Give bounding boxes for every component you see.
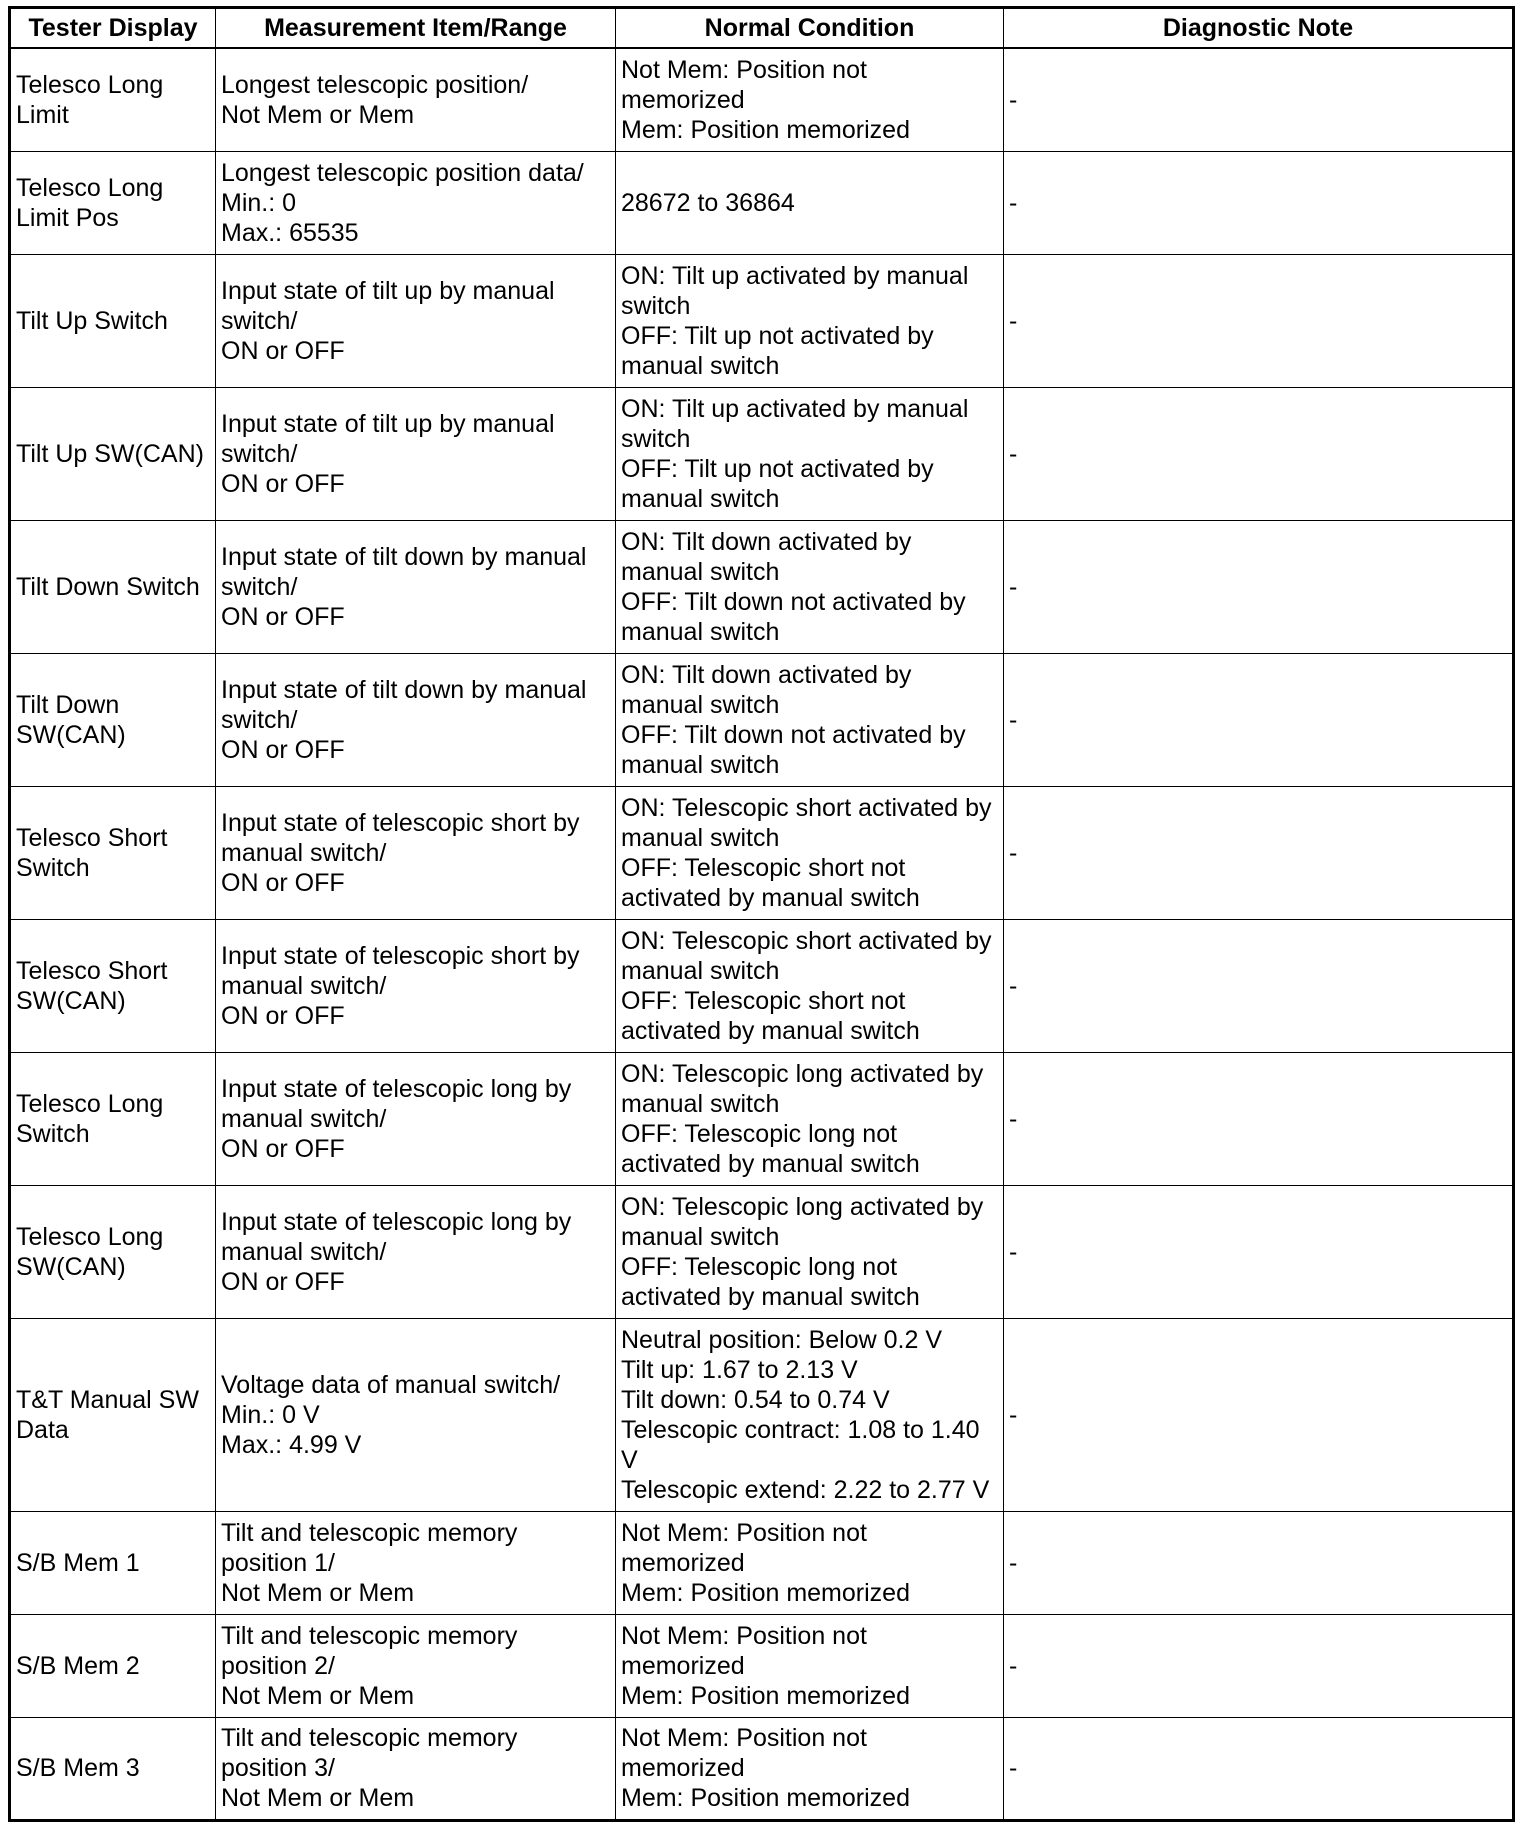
cell-normal-condition: ON: Telescopic short activated by manual switch OFF: Telescopic short not activated by manual switch xyxy=(616,786,1004,919)
table-row xyxy=(10,1052,1514,1185)
cell-normal-condition: Not Mem: Position not memorized Mem: Position memorized xyxy=(616,48,1004,151)
header-tester-display: Tester Display xyxy=(10,8,216,49)
cell-diagnostic-note: - xyxy=(1004,151,1514,254)
cell-tester-display: Telesco Long Switch xyxy=(10,1052,216,1185)
cell-diagnostic-note: - xyxy=(1004,48,1514,151)
cell-normal-condition: ON: Tilt down activated by manual switch OFF: Tilt down not activated by manual switch xyxy=(616,520,1004,653)
cell-diagnostic-note: - xyxy=(1004,653,1514,786)
table-row xyxy=(10,1717,1514,1820)
cell-diagnostic-note: - xyxy=(1004,1614,1514,1717)
cell-diagnostic-note: - xyxy=(1004,520,1514,653)
cell-diagnostic-note: - xyxy=(1004,1511,1514,1614)
cell-tester-display: Tilt Down SW(CAN) xyxy=(10,653,216,786)
table-row xyxy=(10,786,1514,919)
cell-tester-display: Tilt Up Switch xyxy=(10,254,216,387)
cell-normal-condition: Not Mem: Position not memorized Mem: Position memorized xyxy=(616,1614,1004,1717)
table-row xyxy=(10,387,1514,520)
cell-measurement: Input state of tilt up by manual switch/ ON or OFF xyxy=(216,387,616,520)
cell-measurement: Input state of tilt up by manual switch/ ON or OFF xyxy=(216,254,616,387)
cell-measurement: Input state of telescopic long by manual switch/ ON or OFF xyxy=(216,1185,616,1318)
cell-normal-condition: ON: Telescopic long activated by manual switch OFF: Telescopic long not activated by manual switch xyxy=(616,1185,1004,1318)
cell-measurement: Tilt and telescopic memory position 2/ Not Mem or Mem xyxy=(216,1614,616,1717)
cell-measurement: Longest telescopic position data/ Min.: 0 Max.: 65535 xyxy=(216,151,616,254)
cell-tester-display: Telesco Long Limit Pos xyxy=(10,151,216,254)
data-list-table xyxy=(8,6,1515,1822)
table-row xyxy=(10,919,1514,1052)
cell-tester-display: S/B Mem 3 xyxy=(10,1717,216,1820)
cell-diagnostic-note: - xyxy=(1004,786,1514,919)
cell-normal-condition: ON: Telescopic short activated by manual switch OFF: Telescopic short not activated by manual switch xyxy=(616,919,1004,1052)
table-row xyxy=(10,520,1514,653)
header-diagnostic-note: Diagnostic Note xyxy=(1004,8,1514,49)
cell-tester-display: Telesco Long Limit xyxy=(10,48,216,151)
table-row xyxy=(10,1614,1514,1717)
cell-measurement: Input state of telescopic long by manual switch/ ON or OFF xyxy=(216,1052,616,1185)
cell-measurement: Input state of tilt down by manual switch/ ON or OFF xyxy=(216,653,616,786)
cell-measurement: Input state of telescopic short by manual switch/ ON or OFF xyxy=(216,919,616,1052)
cell-normal-condition: Not Mem: Position not memorized Mem: Position memorized xyxy=(616,1717,1004,1820)
table-body xyxy=(10,48,1514,1820)
cell-tester-display: S/B Mem 1 xyxy=(10,1511,216,1614)
cell-diagnostic-note: - xyxy=(1004,387,1514,520)
header-normal-condition: Normal Condition xyxy=(616,8,1004,49)
table-row xyxy=(10,151,1514,254)
cell-normal-condition: ON: Telescopic long activated by manual switch OFF: Telescopic long not activated by manual switch xyxy=(616,1052,1004,1185)
cell-diagnostic-note: - xyxy=(1004,1717,1514,1820)
cell-tester-display: T&T Manual SW Data xyxy=(10,1318,216,1511)
cell-diagnostic-note: - xyxy=(1004,1052,1514,1185)
table-row xyxy=(10,48,1514,151)
cell-measurement: Input state of telescopic short by manual switch/ ON or OFF xyxy=(216,786,616,919)
cell-measurement: Input state of tilt down by manual switch/ ON or OFF xyxy=(216,520,616,653)
cell-normal-condition: 28672 to 36864 xyxy=(616,151,1004,254)
cell-measurement: Longest telescopic position/ Not Mem or Mem xyxy=(216,48,616,151)
table-row xyxy=(10,1185,1514,1318)
table-row xyxy=(10,1511,1514,1614)
cell-tester-display: Telesco Short Switch xyxy=(10,786,216,919)
cell-normal-condition: Not Mem: Position not memorized Mem: Position memorized xyxy=(616,1511,1004,1614)
header-measurement: Measurement Item/Range xyxy=(216,8,616,49)
cell-measurement: Tilt and telescopic memory position 3/ Not Mem or Mem xyxy=(216,1717,616,1820)
cell-diagnostic-note: - xyxy=(1004,919,1514,1052)
cell-tester-display: S/B Mem 2 xyxy=(10,1614,216,1717)
table-header xyxy=(10,8,1514,49)
cell-tester-display: Telesco Short SW(CAN) xyxy=(10,919,216,1052)
cell-diagnostic-note: - xyxy=(1004,1318,1514,1511)
cell-diagnostic-note: - xyxy=(1004,254,1514,387)
table-row xyxy=(10,254,1514,387)
cell-normal-condition: ON: Tilt up activated by manual switch OFF: Tilt up not activated by manual switch xyxy=(616,254,1004,387)
table-row xyxy=(10,653,1514,786)
header-row xyxy=(10,8,1514,49)
cell-tester-display: Tilt Down Switch xyxy=(10,520,216,653)
cell-tester-display: Telesco Long SW(CAN) xyxy=(10,1185,216,1318)
cell-measurement: Tilt and telescopic memory position 1/ Not Mem or Mem xyxy=(216,1511,616,1614)
cell-diagnostic-note: - xyxy=(1004,1185,1514,1318)
table-row xyxy=(10,1318,1514,1511)
cell-normal-condition: ON: Tilt up activated by manual switch OFF: Tilt up not activated by manual switch xyxy=(616,387,1004,520)
cell-tester-display: Tilt Up SW(CAN) xyxy=(10,387,216,520)
cell-normal-condition: ON: Tilt down activated by manual switch OFF: Tilt down not activated by manual switch xyxy=(616,653,1004,786)
cell-normal-condition: Neutral position: Below 0.2 V Tilt up: 1.67 to 2.13 V Tilt down: 0.54 to 0.74 V Telescopic contract: 1.08 to 1.40 V Telescopic extend: 2.22 to 2.77 V xyxy=(616,1318,1004,1511)
cell-measurement: Voltage data of manual switch/ Min.: 0 V Max.: 4.99 V xyxy=(216,1318,616,1511)
